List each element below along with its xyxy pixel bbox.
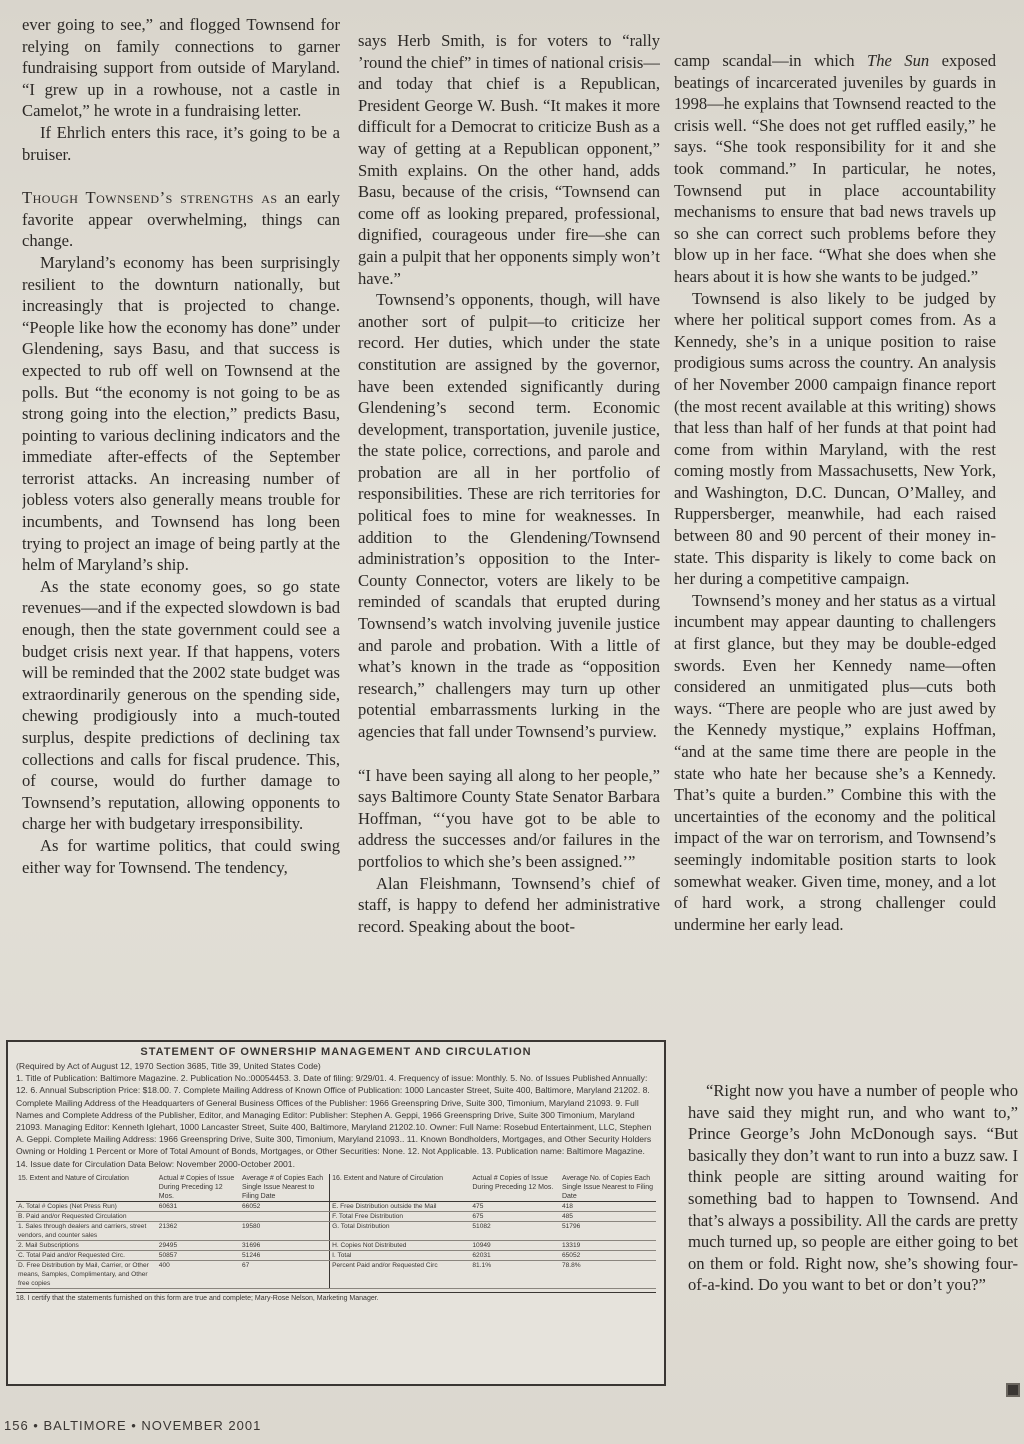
table-cell bbox=[157, 1211, 240, 1221]
statement-body bbox=[16, 1060, 656, 1170]
ownership-statement-box bbox=[6, 1040, 666, 1386]
table-cell bbox=[240, 1211, 330, 1221]
table-cell: 60631 bbox=[157, 1201, 240, 1211]
paragraph: “I have been saying all along to her people,” says Baltimore County State Senator Barbara Hoffman, “‘you have got to be able to address the successes and/or failures in the portfolios to which she’s been assigned.’” bbox=[358, 765, 660, 871]
table-cell: 10949 bbox=[470, 1240, 560, 1250]
table-cell: 51082 bbox=[470, 1221, 560, 1240]
table-cell: D. Free Distribution by Mail, Carrier, or Other means, Samples, Complimentary, and Other free copies bbox=[16, 1260, 157, 1288]
table-cell: 51246 bbox=[240, 1250, 330, 1260]
text-run: exposed beatings of incarcerated juveniles by guards in 1998—he explains that Townsend reacted to the crisis well. “She does not get ruffled easily,” he says. “She took responsibility for it and she took command.” In particular, he notes, Townsend put in place accountability mechanisms to ensure that bad news travels up so she can correct such problems before they blow up in her face. “What she does when she hears about it is how she wants to be judged.” bbox=[674, 51, 996, 286]
paragraph bbox=[674, 50, 996, 288]
circulation-table bbox=[16, 1174, 656, 1289]
table-cell: 2. Mail Subscriptions bbox=[16, 1240, 157, 1250]
table-cell: Percent Paid and/or Requested Circ bbox=[330, 1260, 471, 1288]
table-header: Average No. of Copies Each Single Issue Nearest to Filing Date bbox=[560, 1174, 656, 1202]
table-cell: C. Total Paid and/or Requested Circ. bbox=[16, 1250, 157, 1260]
table-row bbox=[16, 1201, 656, 1211]
paragraph: As the state economy goes, so go state revenues—and if the expected slowdown is bad enough, then the state government could see a budget crisis next year. If that happens, voters will be reminded that the 2002 state budget was extraordinarily generous on the spending side, chewing prodigiously into a much-touted surplus, despite predictions of declining tax collections and calls for fiscal prudence. This, of course, would do further damage to Townsend’s reputation, allowing opponents to charge her with budgetary irresponsibility. bbox=[22, 576, 340, 834]
table-header: Average # of Copies Each Single Issue Nearest to Filing Date bbox=[240, 1174, 330, 1202]
table-header: 15. Extent and Nature of Circulation bbox=[16, 1174, 157, 1202]
table-cell: 485 bbox=[560, 1211, 656, 1221]
table-cell: 62031 bbox=[470, 1250, 560, 1260]
table-header: Actual # Copies of Issue During Preceding 12 Mos. bbox=[470, 1174, 560, 1202]
paragraph: As for wartime politics, that could swing either way for Townsend. The tendency, bbox=[22, 835, 340, 877]
statement-title: STATEMENT OF OWNERSHIP MANAGEMENT AND CIRCULATION bbox=[140, 1046, 532, 1058]
paragraph: ever going to see,” and flogged Townsend for relying on family connections to garner fundraising support from outside of Maryland. “I grew up in a rowhouse, not a castle in Camelot,” he wrote in a fundraising letter. bbox=[22, 15, 340, 121]
end-of-story-icon bbox=[1006, 1383, 1020, 1397]
article-column-2 bbox=[358, 30, 660, 1010]
statement-required: (Required by Act of August 12, 1970 Section 3685, Title 39, United States Code) bbox=[16, 1061, 321, 1071]
article-column-1 bbox=[22, 14, 340, 1004]
table-cell: G. Total Distribution bbox=[330, 1221, 471, 1240]
table-row bbox=[16, 1250, 656, 1260]
table-cell: 31696 bbox=[240, 1240, 330, 1250]
table-cell: 51796 bbox=[560, 1221, 656, 1240]
table-cell: 675 bbox=[470, 1211, 560, 1221]
article-column-3 bbox=[674, 50, 996, 1080]
paragraph: Townsend’s opponents, though, will have another sort of pulpit—to criticize her record. Her duties, which under the state constitution are assigned by the governor, have been extended significantly during Glendening’s second term. Economic development, transportation, juvenile justice, the state police, corrections, and parole and probation are all in her portfolio of responsibilities. These are rich territories for political foes to mine for weaknesses. In addition to the Glendening/Townsend administration’s opposition to the Inter-County Connector, voters are likely to be reminded of scandals that erupted during Townsend’s watch involving juvenile justice and parole and probation. With a little of what’s known in the trade as “opposition research,” challengers may turn up other potential embarrassments lurking in the agencies that fall under Townsend’s purview. bbox=[358, 290, 660, 741]
statement-details: 1. Title of Publication: Baltimore Magazine. 2. Publication No.:00054453. 3. Date of filing: 9/29/01. 4. Frequency of issue: Monthly. 5. No. of Issues Published Annually: 12. 6. Annual Subscription Price: $18.00. 7. Complete Mailing Address of Known Office of Publication: 1000 Lancaster Street, Suite 400, Baltimore, Maryland 21202. 8. Complete Mailing Address of the Headquarters of General Business Offices of the Publisher: 1966 Greenspring Drive, Suite 300, Timonium, Maryland 21093. 9. Full Names and Complete Address of the Publisher, Editor, and Managing Editor: Publisher: Stephen A. Geppi, 1966 Greenspring Drive, Suite 300 Timonium, Maryland 21093. Managing Editor: Kenneth Iglehart, 1000 Lancaster Street, Suite 400, Baltimore, Maryland 21202.10. Owner: Full Name: Rosebud Entertainment, LLC, Stephen A. Geppi. Complete Mailing Address: 1966 Greenspring Drive, Suite 300, Timonium, Maryland 21093.. 11. Known Bondholders, Mortgages, and Other Security Holders Owning or Holding 1 Percent or More of Total Amount of Bonds, Mortgages, or Other Securities: None. 12. Not Applicable. 13. Publication name: Baltimore Magazine. 14. Issue date for Circulation Data Below: November 2000-October 2001. bbox=[16, 1073, 652, 1169]
table-cell: I. Total bbox=[330, 1250, 471, 1260]
table-cell: 78.8% bbox=[560, 1260, 656, 1288]
text-run: camp scandal—in which bbox=[674, 51, 867, 70]
table-cell: 418 bbox=[560, 1201, 656, 1211]
page-footer: 156 • BALTIMORE • NOVEMBER 2001 bbox=[4, 1418, 262, 1433]
table-cell: E. Free Distribution outside the Mail bbox=[330, 1201, 471, 1211]
table-cell: 21362 bbox=[157, 1221, 240, 1240]
statement-certification: 18. I certify that the statements furnished on this form are true and complete; Mary-Rose Nelson, Marketing Manager. bbox=[16, 1292, 656, 1302]
table-header: 16. Extent and Nature of Circulation bbox=[330, 1174, 471, 1202]
table-row bbox=[16, 1221, 656, 1240]
section-lead-in: Though Townsend’s strengths as bbox=[22, 188, 278, 208]
table-row bbox=[16, 1211, 656, 1221]
table-cell: 475 bbox=[470, 1201, 560, 1211]
paragraph: Townsend’s money and her status as a virtual incumbent may appear daunting to challengers at first glance, but they may be double-edged swords. Even her Kennedy name—often considered an unmitigated plus—cuts both ways. “There are people who are just awed by the Kennedy mystique,” explains Hoffman, “and at the same time there are people in the state who hate her because she’s a Kennedy. That’s quite a burden.” Combine this with the uncertainties of the economy and the political impact of the war on terrorism, and Townsend’s seemingly indomitable position starts to look somewhat weaker. Given time, money, and a lot of hard work, a strong challenger could undermine her early lead. bbox=[674, 590, 996, 934]
table-row bbox=[16, 1260, 656, 1288]
section-text: an early favorite appear overwhelming, things can change. bbox=[22, 188, 340, 251]
table-cell: F. Total Free Distribution bbox=[330, 1211, 471, 1221]
table-cell: 81.1% bbox=[470, 1260, 560, 1288]
publication-name: The Sun bbox=[867, 51, 930, 70]
table-cell: 13319 bbox=[560, 1240, 656, 1250]
table-cell: 19580 bbox=[240, 1221, 330, 1240]
table-cell: 29495 bbox=[157, 1240, 240, 1250]
article-column-3-continued bbox=[688, 1080, 1018, 1400]
paragraph: “Right now you have a number of people who have said they might run, and who want to,” Prince George’s John McDonough says. “But basically they don’t want to run into a buzz saw. I think people are sitting around waiting for something bad to happen to Townsend. And that’s always a possibility. All the cards are pretty much turned up, so people are either going to bet on them or fold. Right now, she’s showing four-of-a-kind. Do you want to bet or don’t you?” bbox=[688, 1081, 1018, 1295]
paragraph: Townsend is also likely to be judged by where her political support comes from. As a Kennedy, she’s in a unique position to raise prodigious sums across the country. An analysis of her November 2000 campaign finance report (the most recent available at this writing) shows that less than half of her funds at that point had come from within Maryland, with the rest coming mostly from Massachusetts, New York, and Washington, D.C. Duncan, O’Malley, and Ruppersberger, meanwhile, had each raised between 80 and 90 percent of their money in-state. This disparity is likely to come back on her during a competitive campaign. bbox=[674, 288, 996, 589]
table-cell: 65052 bbox=[560, 1250, 656, 1260]
section-paragraph bbox=[22, 187, 340, 252]
table-cell: 66052 bbox=[240, 1201, 330, 1211]
table-header: Actual # Copies of Issue During Preceding 12 Mos. bbox=[157, 1174, 240, 1202]
table-cell: 67 bbox=[240, 1260, 330, 1288]
paragraph: Maryland’s economy has been surprisingly resilient to the downturn nationally, but increasingly that is projected to change. “People like how the economy has done” under Glendening, says Basu, and that success is expected to rub off well on Townsend at the polls. But “the economy is not going to be as strong going into the election,” predicts Basu, pointing to various declining indicators and the immediate after-effects of the September terrorist attacks. An increasing number of jobless voters also generally means trouble for incumbents, and Townsend has long been trying to project an image of being partly at the helm of Maryland’s ship. bbox=[22, 252, 340, 575]
table-cell: H. Copies Not Distributed bbox=[330, 1240, 471, 1250]
table-cell: 400 bbox=[157, 1260, 240, 1288]
paragraph: If Ehrlich enters this race, it’s going to be a bruiser. bbox=[22, 122, 340, 164]
paragraph: says Herb Smith, is for voters to “rally ’round the chief” in times of national crisis—and today that chief is a Republican, President George W. Bush. “It makes it more difficult for a Democrat to criticize Bush as a way of getting at a Republican opponent,” Smith explains. On the other hand, adds Basu, because of the crisis, “Townsend can come off as looking prepared, professional, dignified, courageous under fire—she can gain a pulpit that her opponents simply won’t have.” bbox=[358, 31, 660, 288]
table-cell: A. Total # Copies (Net Press Run) bbox=[16, 1201, 157, 1211]
table-cell: 50857 bbox=[157, 1250, 240, 1260]
table-cell: B. Paid and/or Requested Circulation bbox=[16, 1211, 157, 1221]
table-cell: 1. Sales through dealers and carriers, street vendors, and counter sales bbox=[16, 1221, 157, 1240]
table-row bbox=[16, 1240, 656, 1250]
table-header-row bbox=[16, 1174, 656, 1202]
paragraph: Alan Fleishmann, Townsend’s chief of staff, is happy to defend her administrative record. Speaking about the boot- bbox=[358, 873, 660, 936]
